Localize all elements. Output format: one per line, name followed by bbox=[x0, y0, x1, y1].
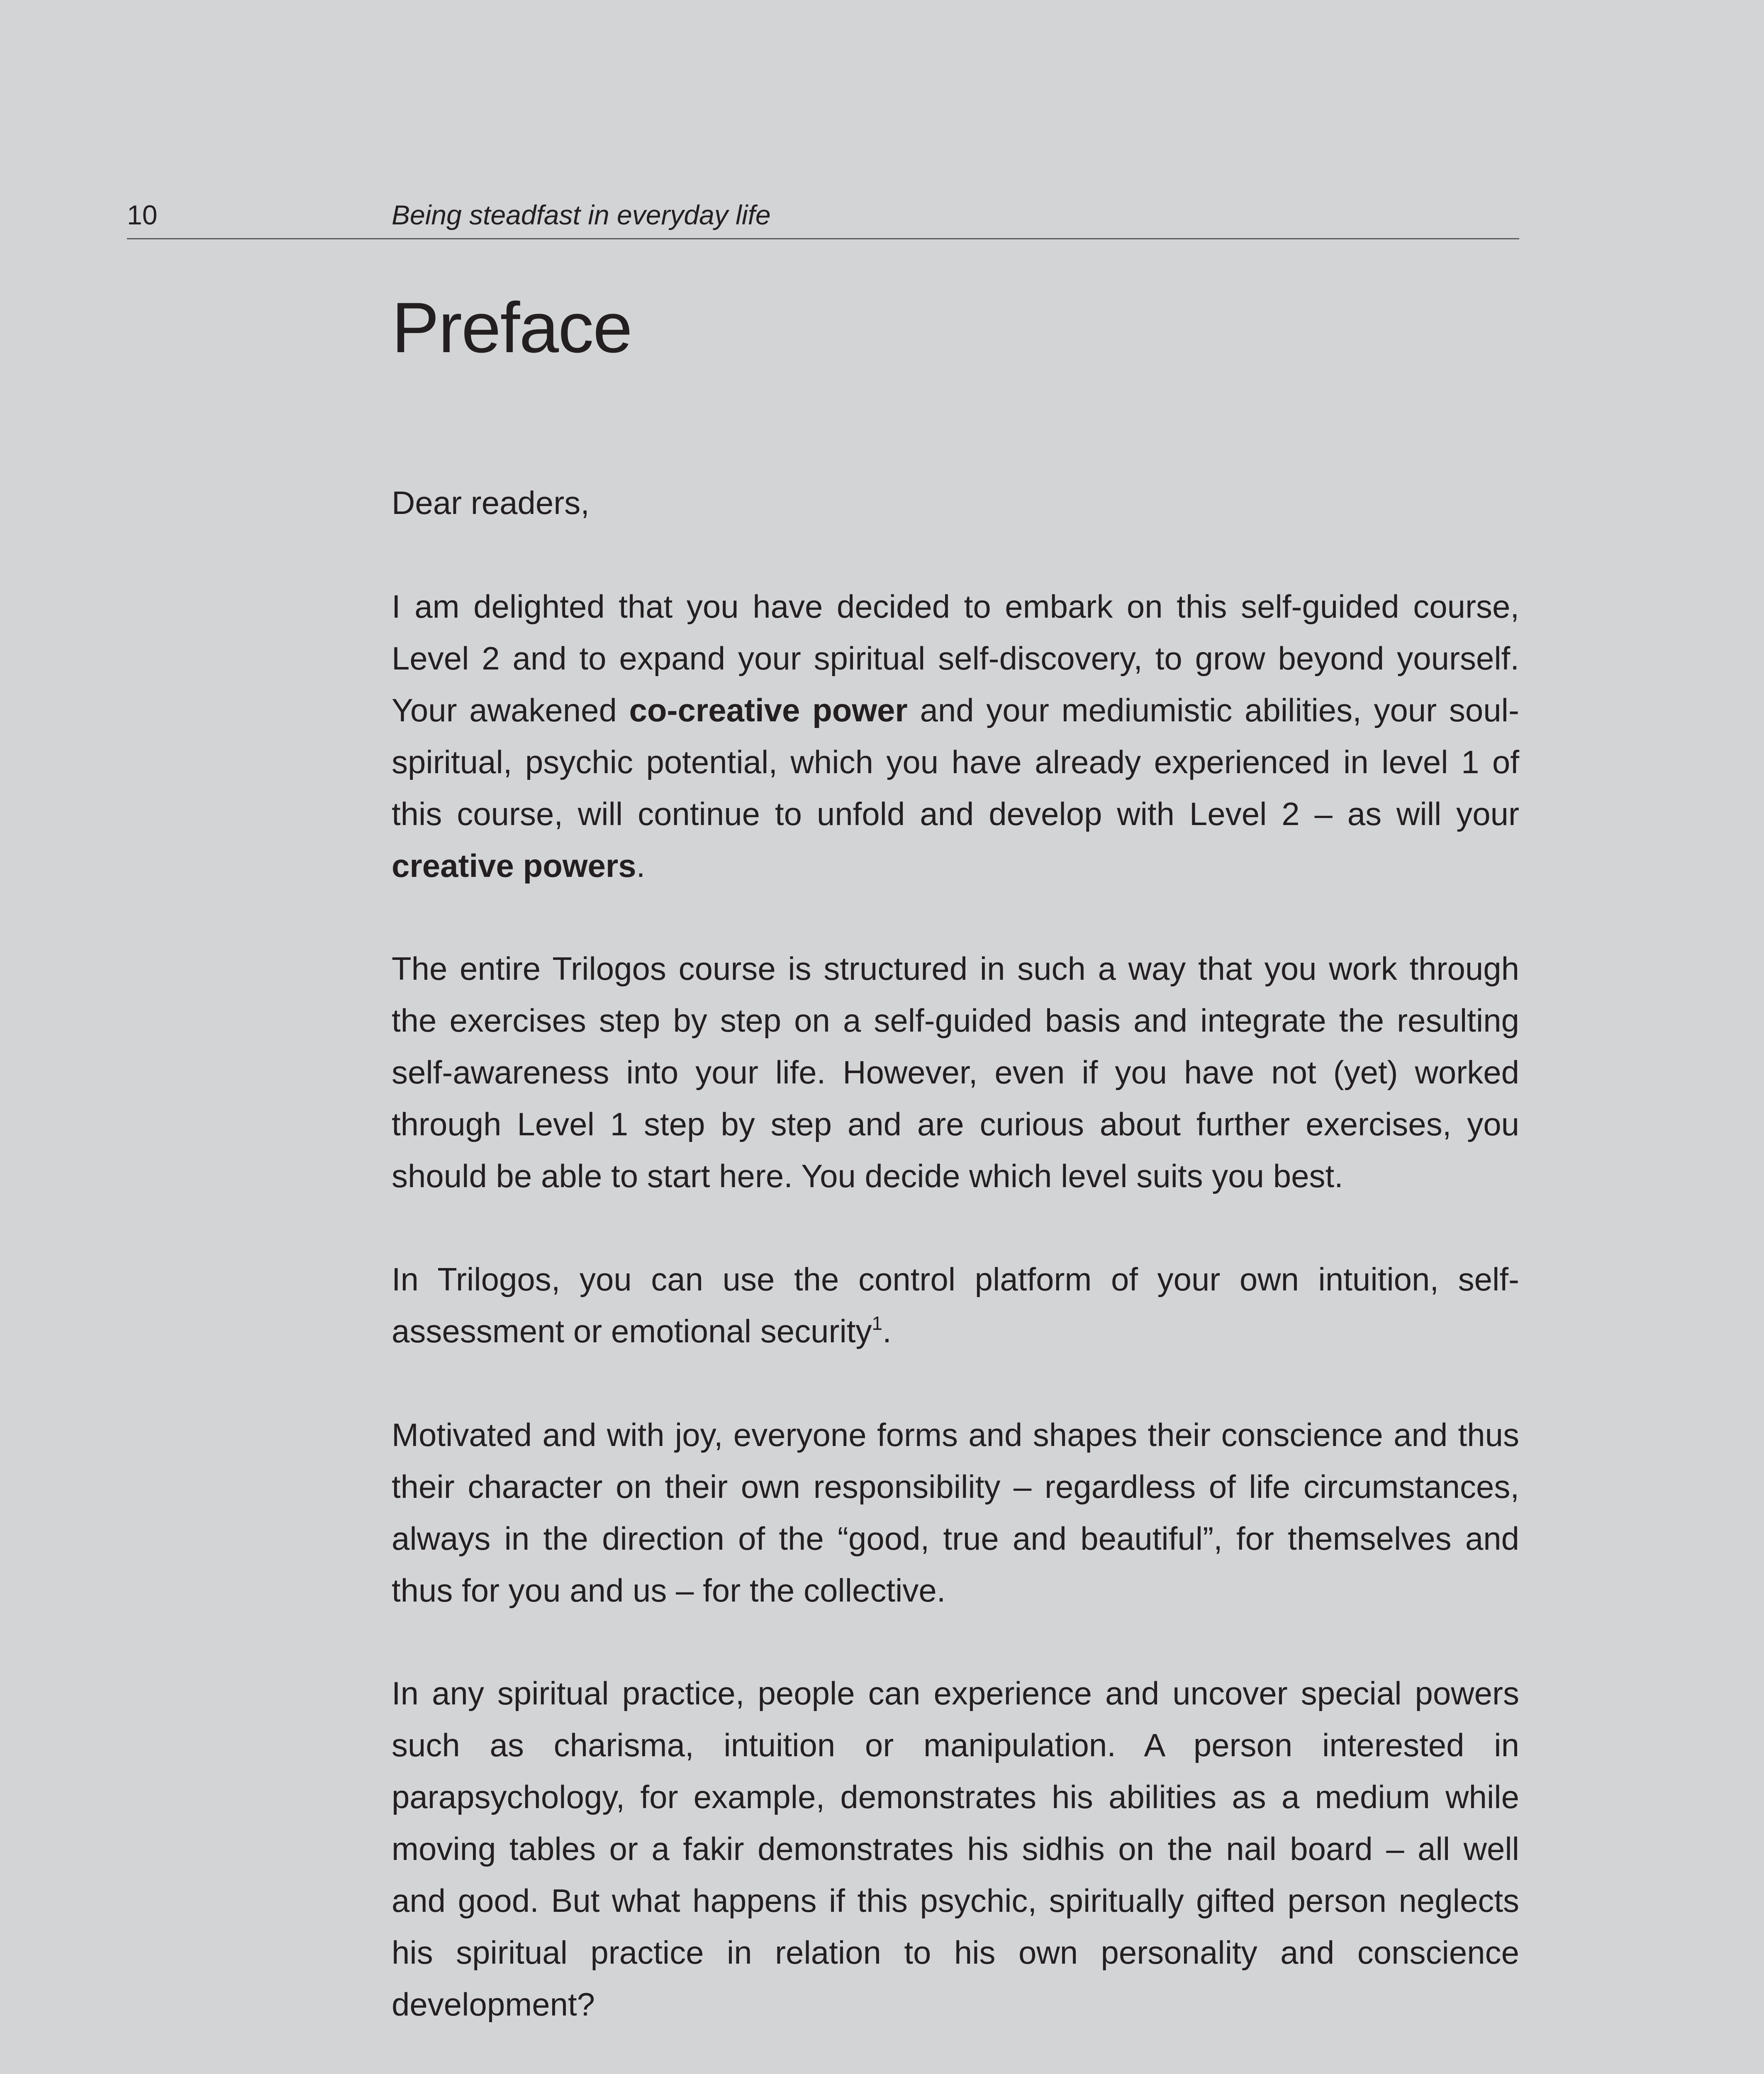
footnote-reference[interactable]: 1 bbox=[872, 1312, 883, 1334]
paragraph-1-text-b: and your mediumistic abilities, your soul-spiritual, psychic potential, which you have already experienced in level 1 of this course, will continue to unfold and develop with Level 2 – as will your bbox=[392, 692, 1519, 832]
paragraph-3 bbox=[392, 1254, 1519, 1357]
paragraph-1-text-a: I am delighted that you have decided to embark on this self-guided course, Level 2 and to expand your spiritual self-discovery, to grow beyond yourself. Your awakened bbox=[392, 588, 1519, 728]
paragraph-1-text-c: . bbox=[636, 847, 646, 884]
page-number: 10 bbox=[127, 200, 158, 230]
greeting: Dear readers, bbox=[392, 484, 590, 521]
running-head: Being steadfast in everyday life bbox=[392, 200, 771, 230]
paragraph-2: The entire Trilogos course is structured in such a way that you work through the exercises step by step on a self-guided basis and integrate the resulting self-awareness into your life. However, even if you have not (yet) worked through Level 1 step by step and are curious about further exercises, you should be able to start here. You decide which level suits you best. bbox=[392, 950, 1519, 1194]
paragraph-5: In any spiritual practice, people can experience and uncover special powers such as charisma, intuition or manipulation. A person interested in parapsychology, for example, demonstrates his abilities as a medium while moving tables or a fakir demonstrates his sidhis on the nail board – all well and good. But what happens if this psychic, spiritually gifted person neglects his spiritual practice in relation to his own personality and conscience development? bbox=[392, 1675, 1519, 2023]
paragraph-1-bold-a: co-creative power bbox=[629, 692, 908, 728]
paragraph-1 bbox=[392, 581, 1519, 892]
paragraph-3-end: . bbox=[882, 1313, 892, 1349]
paragraph-4: Motivated and with joy, everyone forms and shapes their conscience and thus their character on their own responsibility – regardless of life circumstances, always in the direction of the “good, true and beautiful”, for themselves and thus for you and us – for the collective. bbox=[392, 1417, 1519, 1609]
chapter-title: Preface bbox=[392, 288, 632, 368]
paragraph-3-text: In Trilogos, you can use the control platform of your own intuition, self-assessment or emotional security bbox=[392, 1261, 1519, 1349]
paragraph-1-bold-b: creative powers bbox=[392, 847, 636, 884]
header-divider bbox=[127, 238, 1519, 239]
